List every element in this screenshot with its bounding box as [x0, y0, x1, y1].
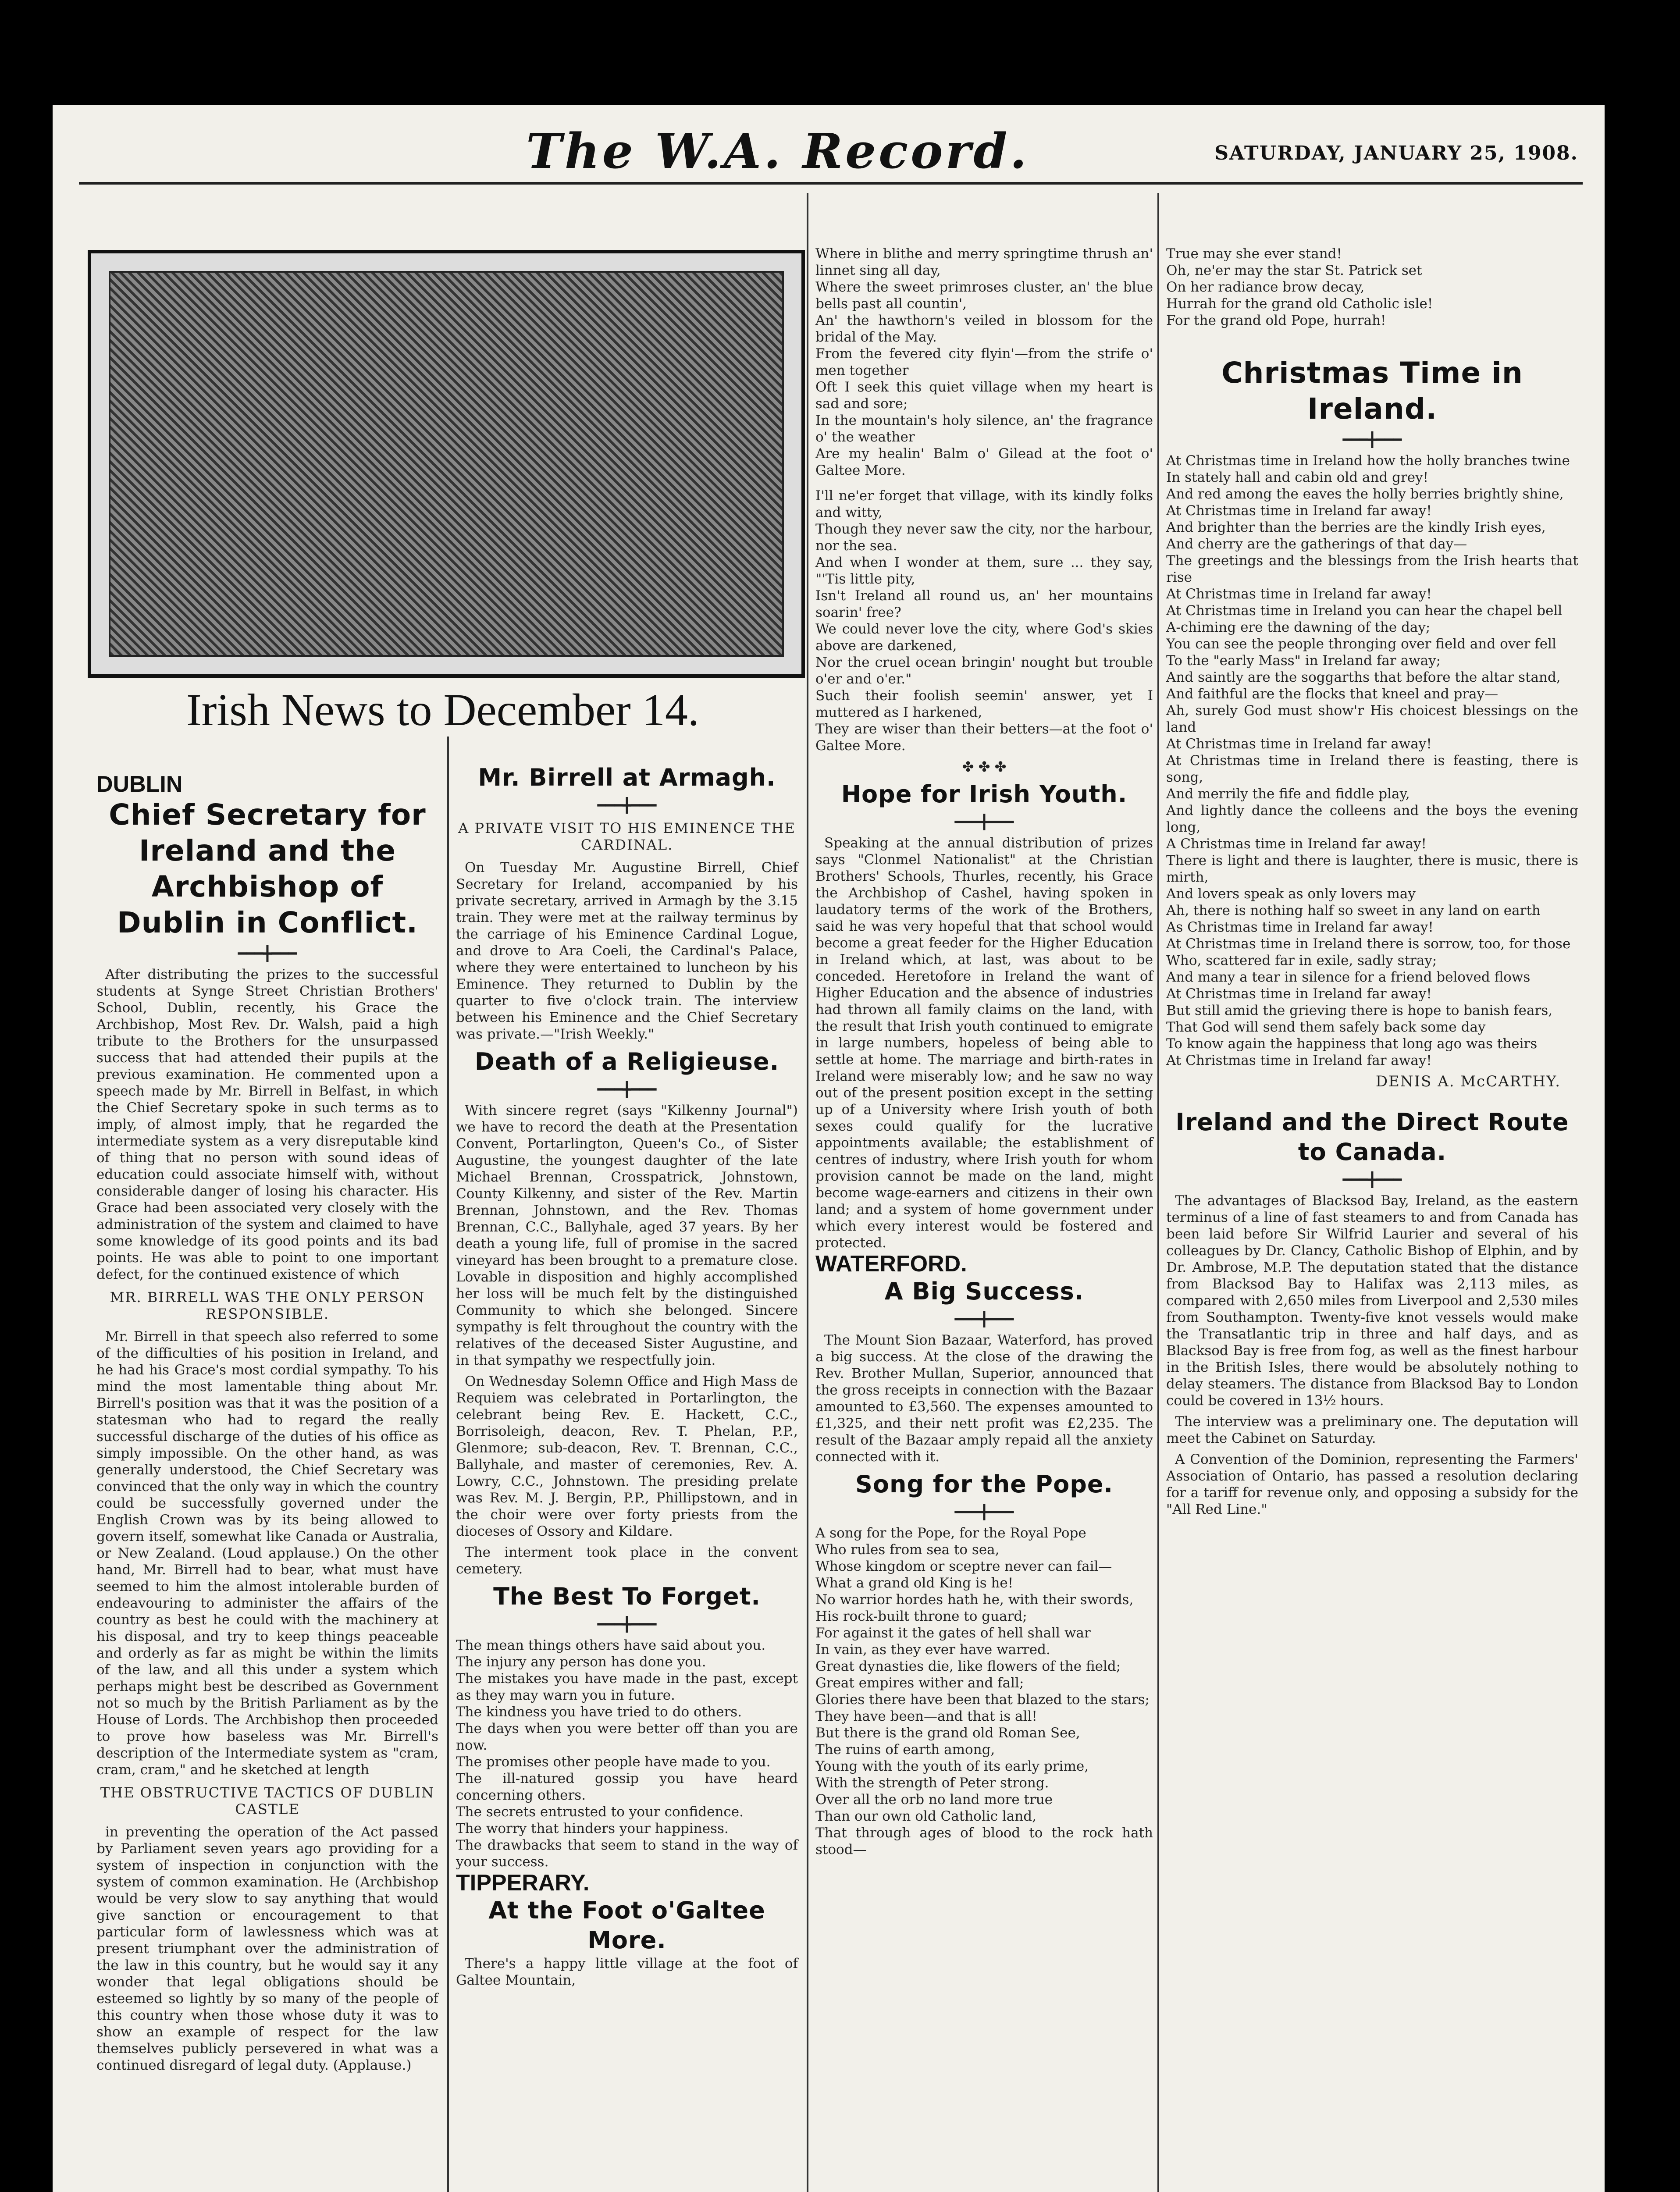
column-4 [1166, 246, 1578, 1522]
poem-line: Over all the orb no land more true [815, 1792, 1053, 1808]
article-headline: Death of a Religieuse. [474, 1048, 779, 1075]
article-paragraph: There's a happy little village at the foot of Galtee Mountain, [456, 1956, 798, 1988]
ornament-divider: ━━━╋━━━ [238, 945, 297, 962]
masthead-rule [79, 182, 1583, 185]
article-headline: Mr. Birrell at Armagh. [478, 764, 776, 791]
list-item: The worry that hinders your happiness. [456, 1821, 729, 1836]
poem-line: Great empires wither and fall; [815, 1675, 1024, 1691]
article-paragraph: On Wednesday Solemn Office and High Mass de Requiem was celebrated in Portarlington, the celebrant being Rev. E. Hackett, C.C., Borrisoleigh, deacon, Rev. T. Phelan, P.P., Glenmore; sub-deacon, Rev. T. Brennan, C.C., Ballyhale, and master of ceremonies, Rev. A. Lowry, C.C., Johnstown. The presiding prelate was Rev. M. J. Bergin, P.P., Phillipstown, and in the choir were over forty priests from the dioceses of Ossory and Kildare. [456, 1374, 798, 1539]
article-paragraph: The interment took place in the convent cemetery. [456, 1544, 798, 1577]
poem-line: At Christmas time in Ireland far away! [1166, 503, 1432, 519]
poem-line: Where in blithe and merry springtime thrush an' linnet sing all day, [815, 246, 1153, 278]
poem-line: They are wiser than their betters—at the foot o' Galtee More. [815, 721, 1153, 754]
poem-line: Where the sweet primroses cluster, an' the blue bells past all countin', [815, 279, 1153, 312]
list-item: The mistakes you have made in the past, except as they may warn you in future. [456, 1671, 798, 1703]
poem-line: For against it the gates of hell shall war [815, 1625, 1091, 1641]
poem-line: But there is the grand old Roman See, [815, 1725, 1080, 1741]
ornament-divider: ━━━╋━━━ [597, 1616, 657, 1633]
poem-line: Isn't Ireland all round us, an' her mountains soarin' free? [815, 588, 1153, 620]
ornament-divider: ━━━╋━━━ [954, 1504, 1014, 1520]
poem-line: That God will send them safely back some day [1166, 1019, 1486, 1035]
poem-line: True may she ever stand! [1166, 246, 1342, 262]
poem-line: Though they never saw the city, nor the harbour, nor the sea. [815, 521, 1153, 554]
poem-line: Nor the cruel ocean bringin' nought but trouble o'er and o'er." [815, 655, 1153, 687]
poem-line: In vain, as they ever have warred. [815, 1642, 1050, 1658]
poem-line: The greetings and the blessings from the Irish hearts that rise [1166, 553, 1578, 585]
poem-line: And lightly dance the colleens and the boys the evening long, [1166, 803, 1578, 835]
newspaper-title: The W.A. Record. [526, 123, 1029, 179]
poem-stanza [815, 1525, 1153, 1858]
column-1 [96, 772, 438, 2078]
article-subhead: MR. BIRRELL WAS THE ONLY PERSON RESPONSIBLE. [110, 1289, 425, 1322]
poem-line: At Christmas time in Ireland there is feasting, there is song, [1166, 753, 1578, 785]
column-3 [815, 246, 1153, 1858]
column-rule [807, 193, 808, 2192]
author-signature: DENIS A. McCARTHY. [1375, 1073, 1561, 1090]
poem-line: At Christmas time in Ireland far away! [1166, 586, 1432, 602]
newspaper-page [53, 105, 1605, 2192]
list-item: The promises other people have made to you. [456, 1754, 771, 1770]
article-paragraph: A Convention of the Dominion, representing the Farmers' Association of Ontario, has passed a resolution declaring for a tariff for revenue only, and opposing a subsidy for the "All Red Line." [1166, 1452, 1578, 1517]
poem-line: An' the hawthorn's veiled in blossom for the bridal of the May. [815, 313, 1153, 345]
poem-line: His rock-built throne to guard; [815, 1608, 1027, 1624]
poem-line: Hurrah for the grand old Catholic isle! [1166, 296, 1433, 312]
article-paragraph: On Tuesday Mr. Augustine Birrell, Chief Secretary for Ireland, accompanied by his private secretary, arrived in Armagh by the 3.15 train. They were met at the railway terminus by the carriage of his Eminence Cardinal Logue, and drove to Ara Coeli, the Cardinal's Palace, where they were entertained to luncheon by his Eminence. They returned to Dublin by the quarter to five o'clock train. The interview between his Eminence and the Chief Secretary was private.—"Irish Weekly." [456, 860, 798, 1042]
list-item: The injury any person has done you. [456, 1654, 706, 1670]
poem-line: At Christmas time in Ireland far away! [1166, 736, 1432, 752]
article-paragraph: The advantages of Blacksod Bay, Ireland, as the eastern terminus of a line of fast steamers to and from Canada has been laid before Sir Wilfrid Laurier and several of his colleagues by Dr. Clancy, Catholic Bishop of Elphin, and by Dr. Ambrose, M.P. The deputation stated that the distance from Blacksod Bay to Halifax was 2,113 miles, as compared with 2,650 miles from Liverpool and 2,530 miles from Southampton. Twenty-five knot vessels would make the Transatlantic trip in three and half days, and as Blacksod Bay is free from fog, as well as the finest harbour in the British Isles, there would be absolutely nothing to delay steamers. The distance from Blacksod Bay to London could be covered in 13½ hours. [1166, 1193, 1578, 1409]
poem-line: And cherry are the gatherings of that day— [1166, 536, 1467, 552]
poem-line: Oh, ne'er may the star St. Patrick set [1166, 263, 1422, 278]
poem-line: At Christmas time in Ireland far away! [1166, 986, 1432, 1002]
poem-line: Whose kingdom or sceptre never can fail— [815, 1559, 1112, 1574]
poem-line: And red among the eaves the holly berries brightly shine, [1166, 486, 1564, 502]
poem-line: And many a tear in silence for a friend beloved flows [1166, 969, 1531, 985]
poem-stanza [1166, 246, 1578, 329]
article-headline: The Best To Forget. [493, 1583, 761, 1610]
list-item: The secrets entrusted to your confidence. [456, 1804, 744, 1820]
article-paragraph: Mr. Birrell in that speech also referred to some of the difficulties of his position in Ireland, and he had his Grace's most cordial sympathy. To his mind the most lamentable thing about Mr. Birrell's position was that it was the position of a statesman who had to regard the really successful discharge of the duties of his office as simply impossible. On the other hand, as was generally understood, the Chief Secretary was convinced that the only way in which the country could be successfully governed under the English Crown was by its being allowed to govern itself, somewhat like Canada or Australia, or New Zealand. (Loud applause.) On the other hand, Mr. Birrell had to bear, what must have seemed to him the almost intolerable burden of endeavouring to administer the affairs of the country as best he could with the machinery at his disposal, and try to keep things peaceable and orderly as far as might be within the limits of the law, and all this under a system which perhaps might best be described as Government not so much by the British Parliament as by the House of Lords. The Archbishop then proceeded to prove how baseless was Mr. Birrell's description of the Intermediate system as "cram, cram, cram," and he sketched at length [96, 1329, 438, 1778]
poem-line: From the fevered city flyin'—from the strife o' men together [815, 346, 1153, 378]
poem-line: That through ages of blood to the rock hath stood— [815, 1825, 1153, 1858]
ornament-divider: ━━━╋━━━ [1342, 1171, 1402, 1188]
section-dublin: DUBLIN [96, 772, 183, 797]
engraving-image [109, 271, 784, 657]
list-block [456, 1637, 798, 1870]
poem-line: And merrily the fife and fiddle play, [1166, 786, 1410, 802]
poem-line: At Christmas time in Ireland how the holly branches twine [1166, 453, 1570, 469]
poem-line: In stately hall and cabin old and grey! [1166, 470, 1429, 485]
article-headline: Hope for Irish Youth. [841, 780, 1128, 808]
poem-line: To know again the happiness that long ago was theirs [1166, 1036, 1538, 1052]
poem-line: At Christmas time in Ireland far away! [1166, 1053, 1432, 1068]
poem-line: Than our own old Catholic land, [815, 1808, 1036, 1824]
ornament-divider: ━━━╋━━━ [597, 797, 657, 814]
poem-line: For the grand old Pope, hurrah! [1166, 313, 1386, 328]
poem-line: On her radiance brow decay, [1166, 279, 1365, 295]
section-tipperary: TIPPERARY. [456, 1870, 590, 1896]
poem-stanza [815, 246, 1153, 479]
article-paragraph: The Mount Sion Bazaar, Waterford, has proved a big success. At the close of the drawing the Rev. Brother Mullan, Superior, announced that the gross receipts in connection with the Bazaar amounted to £3,560. The expenses amounted to £1,325, and their nett profit was £2,235. The result of the Bazaar amply repaid all the anxiety connected with it. [815, 1332, 1153, 1465]
list-item: The days when you were better off than you are now. [456, 1721, 798, 1753]
article-paragraph: With sincere regret (says "Kilkenny Journal") we have to record the death at the Presentation Convent, Portarlington, Queen's Co., of Sister Augustine, the youngest daughter of the late Michael Brennan, Crosspatrick, Johnstown, County Kilkenny, and sister of the Rev. Martin Brennan, Johnstown, and the Rev. Thomas Brennan, C.C., Ballyhale, aged 37 years. By her death a young life, full of promise in the sacred vineyard has been brought to a premature close. Lovable in disposition and highly accomplished her loss will be much felt by the distinguished Community to which she belonged. Sincere sympathy is felt throughout the country with the relatives of the deceased Sister Augustine, and in that sympathy we respectfully join. [456, 1103, 798, 1368]
poem-line: Young with the youth of its early prime, [815, 1758, 1089, 1774]
poem-line: To the "early Mass" in Ireland far away; [1166, 653, 1441, 669]
poem-line: Who rules from sea to sea, [815, 1542, 1000, 1558]
ornament-divider: ━━━╋━━━ [954, 1311, 1014, 1327]
poem-line: And saintly are the soggarths that before the altar stand, [1166, 669, 1561, 685]
poem-line: Ah, there is nothing half so sweet in any land on earth [1166, 903, 1541, 918]
article-paragraph: The interview was a preliminary one. The deputation will meet the Cabinet on Saturday. [1166, 1414, 1578, 1446]
list-item: The drawbacks that seem to stand in the way of your success. [456, 1837, 798, 1870]
poem-stanza [815, 488, 1153, 754]
list-item: The mean things others have said about you. [456, 1637, 766, 1653]
poem-line: Glories there have been that blazed to the stars; [815, 1692, 1150, 1708]
poem-line: And brighter than the berries are the kindly Irish eyes, [1166, 520, 1546, 535]
poem-line: And lovers speak as only lovers may [1166, 886, 1416, 902]
poem-line: What a grand old King is he! [815, 1575, 1014, 1591]
poem-line: A-chiming ere the dawning of the day; [1166, 619, 1431, 635]
poem-line: At Christmas time in Ireland there is sorrow, too, for those [1166, 936, 1571, 952]
asterism: ✤ ✤ ✤ [962, 758, 1007, 775]
poem-line: But still amid the grieving there is hope to banish fears, [1166, 1003, 1553, 1018]
ornament-divider: ━━━╋━━━ [597, 1081, 657, 1098]
article-subhead: A PRIVATE VISIT TO HIS EMINENCE THE CARDINAL. [458, 820, 796, 853]
poem-line: Ah, surely God must show'r His choicest blessings on the land [1166, 703, 1578, 735]
article-paragraph: in preventing the operation of the Act passed by Parliament seven years ago providing for a system of inspection in conjunction with the system of common examination. He (Archbishop would be very slow to say anything that would give sanction or encouragement to that particular form of lawlessness which was at present triumphant over the administration of the law in this country, but he would say it any wonder that legal obligations should be esteemed so lightly by so many of the people of this country when those whose duty it was to show an example of respect for the law themselves publicly persevered in what was a continued disregard of legal duty. (Applause.) [96, 1824, 438, 2073]
article-headline: Chief Secretary for Ireland and the Archbishop of Dublin in Conflict. [109, 798, 426, 939]
poem-line: Who, scattered far in exile, sadly stray; [1166, 953, 1437, 968]
article-headline: Christmas Time in Ireland. [1221, 356, 1523, 426]
poem-line: Are my healin' Balm o' Gilead at the foot o' Galtee More. [815, 446, 1153, 478]
article-subhead: THE OBSTRUCTIVE TACTICS OF DUBLIN CASTLE [100, 1784, 435, 1818]
poem-line: I'll ne'er forget that village, with its kindly folks and witty, [815, 488, 1153, 520]
poem-line: Such their foolish seemin' answer, yet I muttered as I harkened, [815, 688, 1153, 720]
article-headline: Ireland and the Direct Route to Canada. [1175, 1108, 1569, 1166]
poem-line: With the strength of Peter strong. [815, 1775, 1049, 1791]
ornament-divider: ━━━╋━━━ [1342, 431, 1402, 448]
poem-line: As Christmas time in Ireland far away! [1166, 919, 1434, 935]
poem-line: We could never love the city, where God's skies above are darkened, [815, 621, 1153, 654]
article-headline: Song for the Pope. [855, 1470, 1114, 1498]
article-headline: At the Foot o'Galtee More. [488, 1897, 765, 1954]
article-paragraph: After distributing the prizes to the successful students at Synge Street Christian Brothers' School, Dublin, recently, his Grace the Archbishop, Most Rev. Dr. Walsh, paid a high tribute to the Brothers for the unsurpassed success that had attended their pupils at the previous examination. He commented upon a speech made by Mr. Birrell in Belfast, in which the Chief Secretary spoke in such terms as to imply, of almost imply, that he regarded the intermediate system as a very disreputable kind of thing that no person with sound ideas of education could associate himself with, without considerable danger of losing his character. His Grace had been associated very closely with the administration of the system and claimed to have some knowledge of its good points and its bad points. He was able to point to one important defect, for the continued existence of which [96, 967, 438, 1282]
poem-line: You can see the people thronging over field and over fell [1166, 636, 1556, 652]
decorative-engraving [88, 250, 805, 678]
poem-line: In the mountain's holy silence, an' the fragrance o' the weather [815, 413, 1153, 445]
list-item: The kindness you have tried to do others. [456, 1704, 742, 1720]
poem-line: Oft I seek this quiet village when my heart is sad and sore; [815, 379, 1153, 412]
article-paragraph: Speaking at the annual distribution of prizes says "Clonmel Nationalist" at the Christian Brothers' Schools, Thurles, recently, his Grace the Archbishop of Cashel, having spoken in laudatory terms of the work of the Brothers, said he was very hopeful that that school would become a great feeder for the Higher Education in Ireland which, at last, was about to be conceded. Heretofore in Ireland the want of Higher Education and the absence of industries had thrown all family claims on the land, with the result that Irish youth continued to emigrate in large numbers, hopeless of being able to settle at home. The marriage and birth-rates in Ireland were miserably low; and he saw no way out of the present position except in the setting up of a University where Irish youth of both sexes could qualify for the lucrative appointments available; the establishment of centres of industry, where Irish youth for whom provision cannot be made on the land, might become wage-earners and citizens in their own land; and a system of home government under which every interest would be fostered and protected. [815, 835, 1153, 1251]
poem-line: At Christmas time in Ireland you can hear the chapel bell [1166, 603, 1563, 619]
column-2 [456, 763, 798, 1993]
list-item: The ill-natured gossip you have heard concerning others. [456, 1771, 798, 1803]
poem-line: There is light and there is laughter, there is music, there is mirth, [1166, 853, 1578, 885]
poem-line: And faithful are the flocks that kneel and pray— [1166, 686, 1498, 702]
poem-line: They have been—and that is all! [815, 1708, 1037, 1724]
poem-line: The ruins of earth among, [815, 1742, 995, 1758]
poem-line: A song for the Pope, for the Royal Pope [815, 1525, 1086, 1541]
banner-headline: Irish News to December 14. [186, 685, 699, 735]
column-rule [447, 737, 449, 2192]
section-waterford: WATERFORD. [815, 1251, 967, 1277]
poem-line: Great dynasties die, like flowers of the field; [815, 1658, 1121, 1674]
poem-stanza [1166, 452, 1578, 1069]
column-rule [1157, 193, 1159, 2192]
article-headline: A Big Success. [884, 1277, 1084, 1305]
issue-date: SATURDAY, JANUARY 25, 1908. [1214, 142, 1578, 164]
poem-line: No warrior hordes hath he, with their swords, [815, 1592, 1134, 1608]
poem-line: A Christmas time in Ireland far away! [1166, 836, 1427, 852]
ornament-divider: ━━━╋━━━ [954, 814, 1014, 830]
poem-line: And when I wonder at them, sure ... they say, "'Tis little pity, [815, 555, 1153, 587]
